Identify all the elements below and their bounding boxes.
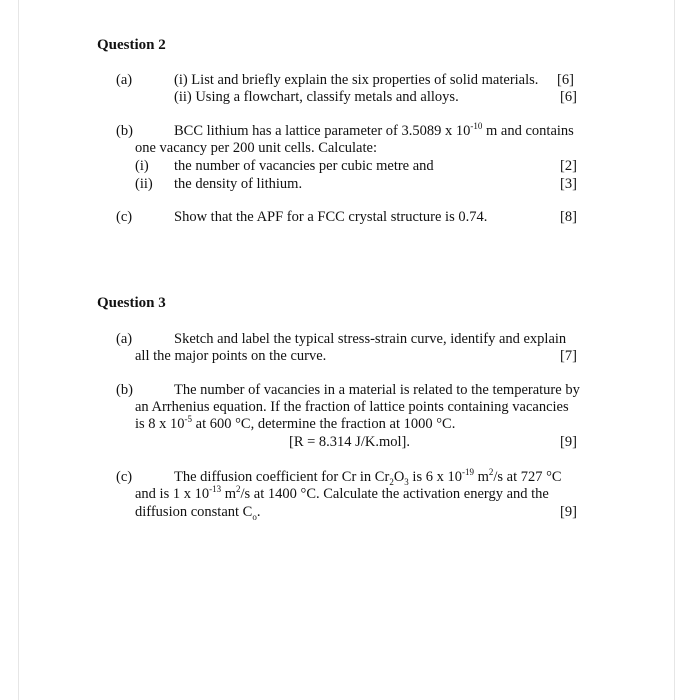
q2-a-marks1: [6] bbox=[557, 72, 574, 88]
q2-a-line2: (ii) Using a flowchart, classify metals and alloys. bbox=[174, 89, 459, 105]
q2-a-marks2: [6] bbox=[560, 89, 577, 105]
q2-b-ii-marks: [3] bbox=[560, 176, 577, 192]
q2-b-line2: one vacancy per 200 unit cells. Calculate: bbox=[135, 140, 377, 156]
document-page bbox=[18, 0, 675, 700]
q3-a-line2: all the major points on the curve. bbox=[135, 348, 327, 364]
q3-c-line3: diffusion constant $C_o$. bbox=[135, 504, 261, 522]
q3-c-marks: [9] bbox=[560, 504, 577, 520]
q3-b-marks: [9] bbox=[560, 434, 577, 450]
q3-b-line3: is 8 x $10^{-5}$ at 600 °C, determine the fraction at 1000 °C. bbox=[135, 414, 456, 432]
question-3-heading: Question 3 bbox=[97, 295, 166, 311]
q3-b-line4: [R = 8.314 J/K.mol]. bbox=[289, 434, 410, 450]
q2-b-i-text: the number of vacancies per cubic metre and bbox=[174, 158, 434, 174]
q2-a-label: (a) bbox=[116, 72, 133, 88]
question-2-heading: Question 2 bbox=[97, 37, 166, 53]
q3-c-label: (c) bbox=[116, 469, 133, 485]
q2-c-text: Show that the APF for a FCC crystal structure is 0.74. bbox=[174, 209, 488, 225]
q2-c-marks: [8] bbox=[560, 209, 577, 225]
q3-c-line1: The diffusion coefficient for Cr in $Cr_2O_3$ is 6 x $10^{-19}$ $m^2/s$ at 727 °C bbox=[174, 467, 562, 487]
q3-b-line2: an Arrhenius equation. If the fraction of lattice points containing vacancies bbox=[135, 399, 569, 415]
q3-b-label: (b) bbox=[116, 382, 133, 398]
q2-b-i-label: (i) bbox=[135, 158, 149, 174]
q2-b-i-marks: [2] bbox=[560, 158, 577, 174]
q2-b-line1: BCC lithium has a lattice parameter of 3.5089 x $10^{-10}$ m and contains bbox=[174, 121, 574, 139]
q2-b-label: (b) bbox=[116, 123, 133, 139]
q2-b-ii-text: the density of lithium. bbox=[174, 176, 303, 192]
q3-c-line2: and is 1 x $10^{-13}$ $m^2/s$ at 1400 °C. Calculate the activation energy and the bbox=[135, 484, 549, 502]
q2-c-label: (c) bbox=[116, 209, 133, 225]
q3-a-line1: Sketch and label the typical stress-strain curve, identify and explain bbox=[174, 331, 567, 347]
q2-b-ii-label: (ii) bbox=[135, 176, 153, 192]
q2-a-line1: (i) List and briefly explain the six properties of solid materials. bbox=[174, 72, 539, 88]
q3-a-marks: [7] bbox=[560, 348, 577, 364]
q3-b-line1: The number of vacancies in a material is related to the temperature by bbox=[174, 382, 580, 398]
q3-a-label: (a) bbox=[116, 331, 133, 347]
